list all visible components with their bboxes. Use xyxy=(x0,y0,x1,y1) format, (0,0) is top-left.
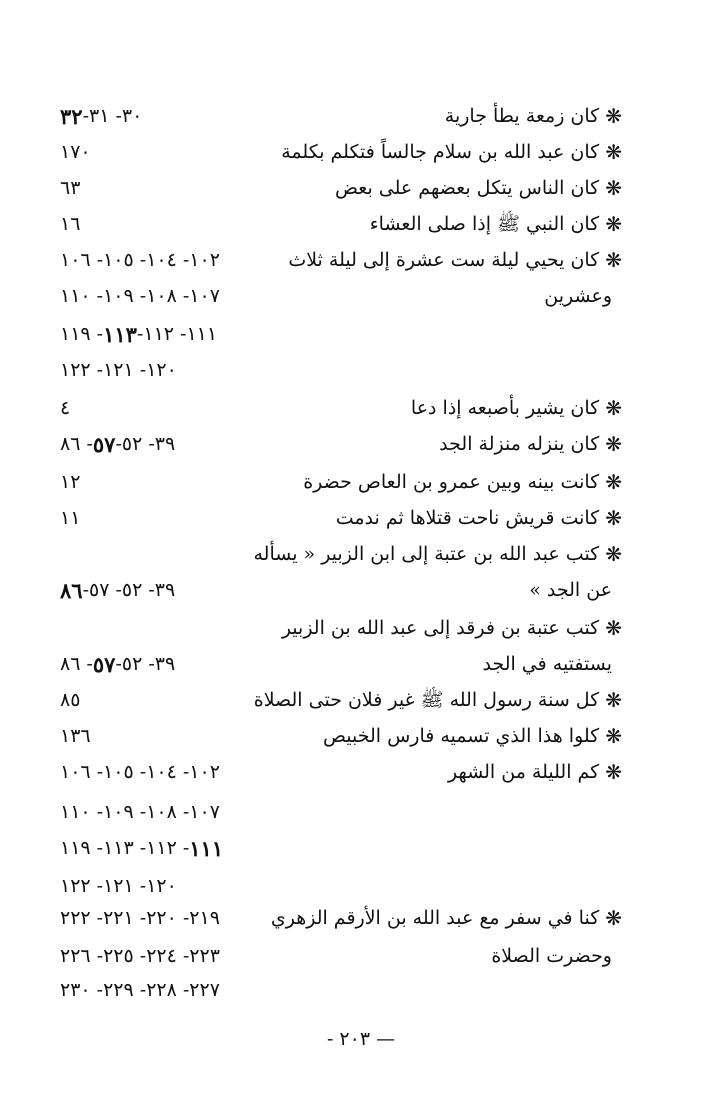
entry-text: كان النبي ﷺ إذا صلى العشاء xyxy=(369,212,600,235)
page-references: ٢٢٧- ٢٢٨- ٢٢٩- ٢٣٠ xyxy=(60,979,220,1001)
entry-text: كان يشير بأصبعه إذا دعا xyxy=(410,396,600,419)
page-references: ٣٩- ٥٢- ٥٧ - ٨٦ xyxy=(60,651,176,677)
bold-page-reference: ١١١ xyxy=(189,835,224,861)
index-line xyxy=(60,972,622,1008)
index-line xyxy=(60,500,622,536)
entry-text: كم الليلة من الشهر xyxy=(447,760,600,783)
page-references: ١٠٧- ١٠٨- ١٠٩- ١١٠ xyxy=(60,285,220,307)
index-line xyxy=(60,718,622,754)
bold-page-reference: ٨٦ xyxy=(60,577,83,603)
entry-text: كان عبد الله بن سلام جالساً فتكلم بكلمة xyxy=(281,140,600,163)
entry-text: كان زمعة يطأ جارية xyxy=(444,104,600,127)
index-line xyxy=(60,646,622,682)
index-entry xyxy=(288,242,622,278)
entry-text: كتب عبد الله بن عتبة إلى ابن الزبير « يسأله xyxy=(253,542,600,565)
index-line xyxy=(60,830,622,866)
page-references: ٦٣ xyxy=(60,177,81,199)
page-references: ٨٥ xyxy=(60,689,81,711)
page-references: ٤ xyxy=(60,397,71,419)
star-bullet-icon: ❋ xyxy=(605,906,622,930)
page-references: ٢٢٣- ٢٢٤- ٢٢٥- ٢٢٦ xyxy=(60,945,220,967)
index-line xyxy=(60,426,622,462)
bold-page-reference: ١١٣ xyxy=(103,321,137,347)
star-bullet-icon: ❋ xyxy=(605,212,622,236)
entry-text: كنا في سفر مع عبد الله بن الأرقم الزهري xyxy=(270,906,600,929)
page-references: ١٢ xyxy=(60,471,81,493)
entry-continuation: يستفتيه في الجد xyxy=(482,652,612,675)
index-line xyxy=(60,352,622,388)
index-line xyxy=(60,610,622,646)
page-references: ٣٠- ٣١- ٣٢ xyxy=(60,103,143,129)
star-bullet-icon: ❋ xyxy=(605,140,622,164)
entry-text: كلوا هذا الذي تسميه فارس الخبيص xyxy=(322,724,600,747)
index-line xyxy=(60,754,622,790)
star-bullet-icon: ❋ xyxy=(605,542,622,566)
index-entry xyxy=(254,682,622,718)
index-line xyxy=(60,134,622,170)
index-line xyxy=(60,98,622,134)
star-bullet-icon: ❋ xyxy=(605,724,622,748)
page-references: ١٠٧- ١٠٨- ١٠٩- ١١٠ xyxy=(60,801,220,823)
index-line xyxy=(60,390,622,426)
entry-continuation: وعشرين xyxy=(544,284,612,307)
index-line xyxy=(60,170,622,206)
index-line xyxy=(60,242,622,278)
star-bullet-icon: ❋ xyxy=(605,396,622,420)
index-line xyxy=(60,316,622,352)
index-entry xyxy=(336,500,622,536)
index-line xyxy=(60,278,622,314)
index-entry xyxy=(335,170,622,206)
index-entry xyxy=(281,134,622,170)
entry-text: كان يحيي ليلة ست عشرة إلى ليلة ثلاث xyxy=(288,248,600,271)
star-bullet-icon: ❋ xyxy=(605,616,622,640)
star-bullet-icon: ❋ xyxy=(605,432,622,456)
index-line xyxy=(60,572,622,608)
page-number: — ٢٠٣ - xyxy=(326,1028,396,1050)
bold-page-reference: ٥٧ xyxy=(92,651,116,677)
page-references: ١٠٢- ١٠٤- ١٠٥- ١٠٦ xyxy=(60,249,220,271)
star-bullet-icon: ❋ xyxy=(605,506,622,530)
page-references: ١١١- ١١٢- ١١٣ - ١١٩ xyxy=(60,321,218,347)
index-entry xyxy=(411,390,622,426)
page-references: ٣٩- ٥٢- ٥٧ - ٨٦ xyxy=(60,431,176,457)
index-line xyxy=(60,938,622,974)
bold-page-reference: ٥٧ xyxy=(92,431,116,457)
star-bullet-icon: ❋ xyxy=(605,760,622,784)
page-references: ١٣٦ xyxy=(60,725,91,747)
star-bullet-icon: ❋ xyxy=(605,688,622,712)
entry-text: كانت بينه وبين عمرو بن العاص حضرة xyxy=(303,470,600,493)
index-entry xyxy=(448,754,622,790)
bold-page-reference: ٣٢ xyxy=(60,103,83,129)
page-references: ١٠٢- ١٠٤- ١٠٥- ١٠٦ xyxy=(60,761,220,783)
entry-text: كانت قريش ناحت قتلاها ثم ندمت xyxy=(335,506,600,529)
page-references: ١٧٠ xyxy=(60,141,91,163)
entry-continuation: عن الجد » xyxy=(529,578,612,601)
star-bullet-icon: ❋ xyxy=(605,104,622,128)
page-references: ٣٩- ٥٢- ٥٧- ٨٦ xyxy=(60,577,176,603)
index-entry xyxy=(439,426,622,462)
page-references: ٢١٩- ٢٢٠- ٢٢١- ٢٢٢ xyxy=(60,907,220,929)
page-references: ١٦ xyxy=(60,213,81,235)
index-line xyxy=(60,464,622,500)
index-entry xyxy=(271,900,622,936)
index-entry xyxy=(323,718,622,754)
page-references: ١٢٠- ١٢١- ١٢٢ xyxy=(60,359,177,381)
index-entry xyxy=(445,98,622,134)
entry-text: كل سنة رسول الله ﷺ غير فلان حتى الصلاة xyxy=(253,688,600,711)
index-line xyxy=(60,794,622,830)
entry-text: كان الناس يتكل بعضهم على بعض xyxy=(335,176,600,199)
index-entry xyxy=(282,610,622,646)
star-bullet-icon: ❋ xyxy=(605,470,622,494)
page-references: ١١١ - ١١٢- ١١٣- ١١٩ xyxy=(60,835,224,861)
page-references: ١١ xyxy=(60,507,81,529)
index-entry xyxy=(370,206,622,242)
entry-continuation: وحضرت الصلاة xyxy=(491,944,612,967)
star-bullet-icon: ❋ xyxy=(605,248,622,272)
index-line xyxy=(60,206,622,242)
index-entry xyxy=(303,464,622,500)
index-line xyxy=(60,536,622,572)
index-entry xyxy=(253,536,622,572)
page-references: ١٢٠- ١٢١- ١٢٢ xyxy=(60,875,177,897)
index-line xyxy=(60,868,622,904)
index-line xyxy=(60,900,622,936)
entry-text: كان ينزله منزلة الجد xyxy=(439,432,600,455)
entry-text: كتب عتبة بن فرقد إلى عبد الله بن الزبير xyxy=(281,616,600,639)
star-bullet-icon: ❋ xyxy=(605,176,622,200)
index-line xyxy=(60,682,622,718)
